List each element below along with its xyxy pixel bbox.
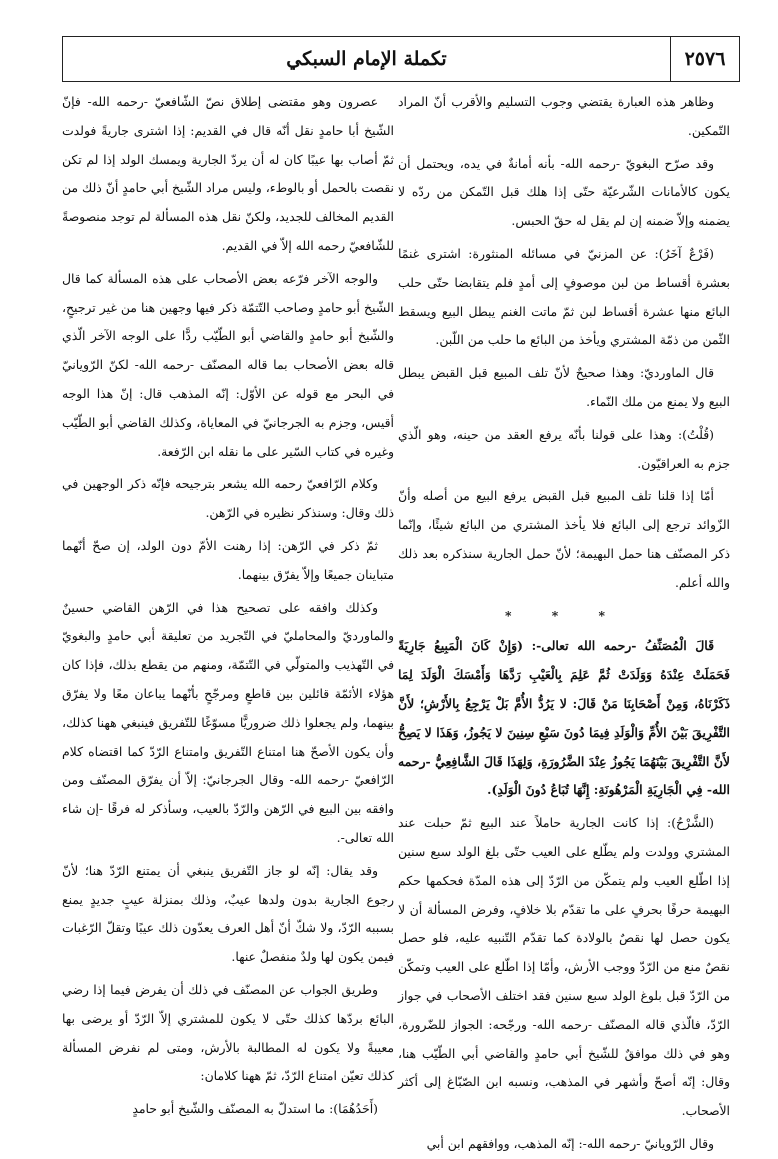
- paragraph: وطريق الجواب عن المصنّف في ذلك أن يفرض فيما إذا رضي البائع بردّها كذلك حتّى لا يكون للمشتري إلاّ الرّدّ أو يرضى بها معيبةً ولا يكون له المطالبة بالأرش، ومتى لم نفرض المسألة كذلك تعيّن امتناع الرّدّ، ثمّ ههنا كلامان:: [62, 981, 394, 1084]
- paragraph: وكذلك وافقه على تصحيح هذا في الرّهن القاضي حسينٌ والماورديّ والمحامليّ في التّجريد من تعليقة أبي حامدٍ والبغويّ في التّهذيب والمتولّي في التّتمّة، ومنهم من يقطع بذلك، فإذا كان هؤلاء الأئمّة قائلين بين قاطعٍ ومرجّحٍ بأنّهما يباعان معًا ولا يفرّق بينهما، ولم يجعلوا ذلك ضروريًّا مسوّغًا للتّفريق فينبغي ههنا كذلك، وأن يكون الأصحّ هنا امتناع التّفريق وامتناع الرّدّ كما اقتضاه كلام الرّافعيّ -رحمه الله- وقال الجرجانيّ: إلاّ أن يفرّق المصنّف ومن وافقه بين البيع في الرّهن والرّدّ بالعيب، وسأذكر له فرقًا -إن شاء الله تعالى-.: [62, 599, 394, 845]
- paragraph: وقال الرّويانيّ -رحمه الله-: إنّه المذهب، ووافقهم ابن أبي: [426, 1135, 714, 1151]
- paragraph: وكلام الرّافعيّ رحمه الله يشعر بترجيحه فإنّه ذكر الوجهين في ذلك وقال: وسنذكر نظيره في الرّهن.: [62, 476, 394, 521]
- paragraph: عصرون وهو مقتضى إطلاق نصّ الشّافعيّ -رحمه الله- فإنّ الشّيخ أبا حامدٍ نقل أنّه قال في القديم: إذا اشترى جاريةً فولدت ثمّ أصاب بها عيبًا كان له أن يردّ الجارية ويمسك الولد إذا لم تكن نقصت بالحمل أو بالوطء، وليس مراد الشّيخ أبي حامدٍ أنّ ذلك من القديم المخالف للجديد، ولكنّ نقل هذه المسألة لم توجد منصوصةً للشّافعيّ رحمه الله إلاّ في القديم.: [62, 94, 394, 253]
- matn-paragraph: قَالَ الْمُصَنِّفُ -رحمه الله تعالى-: (وَإِنْ كَانَ الْمَبِيعُ جَارِيَةً فَحَمَلَتْ عِنْدَهُ وَوَلَدَتْ ثُمَّ عَلِمَ بِالْعَيْبِ رَدَّهَا وَأَمْسَكَ الْوَلَدَ لِمَا ذَكَرْنَاهُ، وَمِنْ أَصْحَابِنَا مَنْ قَالَ: لا يَرُدُّ الأُمَّ بَلْ يَرْجِعُ بِالأَرْشِ؛ لأَنَّ التَّفْرِيقَ بَيْنَ الأُمِّ وَالْوَلَدِ فِيمَا دُونَ سَبْعِ سِنِينَ لا يَجُوزُ، وَهَذَا لا يَصِحُّ لأَنَّ التَّفْرِيقَ بَيْنَهُمَا يَجُوزُ عِنْدَ الضَّرُورَةِ، وَلِهَذَا قَالَ الشَّافِعِيُّ -رحمه الله- فِي الْجَارِيَةِ الْمَرْهُونَةِ: إِنَّهَا تُبَاعُ دُونَ الْوَلَدِ).: [398, 638, 730, 798]
- left-column: [62, 88, 394, 1117]
- paragraph: والوجه الآخر فرّعه بعض الأصحاب على هذه المسألة كما قال الشّيخ أبو حامدٍ وصاحب التّتمّة ذكر فيها وجهين هنا من غير ترجيحٍ، والشّيخ أبو حامدٍ والقاضي أبو الطّيّب ردًّا على الوجه الآخر الّذي قاله بعض الأصحاب بما قاله المصنّف -رحمه الله- لكنّ الرّويانيّ في البحر مع قوله عن الأوّل: إنّه المذهب قال: إنّ هذا الوجه أقيس، وجزم به الجرجانيّ في المعاياة، وكذلك القاضي أبو الطّيّب وغيره في كتاب السّير على ما نقله ابن الرّفعة.: [62, 270, 394, 459]
- paragraph: (الشَّرْحُ): إذا كانت الجارية حاملاً عند البيع ثمّ حبلت عند المشتري وولدت ولم يطّلع على العيب حتّى بلغ الولد سبع سنين إذا اطّلع العيب ولم يتمكّن من الرّدّ إلى هذه المدّة فحكمها حكم البهيمة حرفًا بحرفٍ على ما تقدّم بلا خلافٍ، وفرض المسألة أن لا يكون حصل لها نقصٌ بالولادة كما تقدّم التّنبيه عليه، فلو حصل نقصٌ منع من الرّدّ ووجب الأرش، وأمّا إذا اطّلع على العيب وتمكّن من الرّدّ قبل بلوغ الولد سبع سنين فقد اختلف الأصحاب في جواز الرّدّ، فالّذي قاله المصنّف -رحمه الله- ورجّحه: الجواز للضّرورة، وهو في ذلك موافقٌ للشّيخ أبي حامدٍ والقاضي أبي الطّيّب هنا، وقال: إنّه أصحّ وأشهر في المذهب، ونسبه ابن الصّبّاغ إلى أكثر الأصحاب.: [398, 815, 730, 1119]
- paragraph: أمّا إذا قلنا تلف المبيع قبل القبض يرفع البيع من أصله وأنّ الزّوائد ترجع إلى البائع فلا يأخذ المشتري من البائع شيئًا، وإنّما ذكر المصنّف هنا حمل البهيمة؛ لأنّ حمل الجارية سنذكره بعد ذلك والله أعلم.: [398, 488, 730, 590]
- paragraph: ثمّ ذكر في الرّهن: إذا رهنت الأمّ دون الولد، إن صحّ أنّهما متباينان جميعًا وإلاّ يفرّق بينهما.: [62, 537, 394, 582]
- book-title: تكملة الإمام السبكي: [286, 48, 447, 70]
- paragraph: (فَرْعٌ آخَرُ): عن المزنيّ في مسائله المنثورة: اشترى غنمًا بعشرة أقساط من لبن موصوفٍ إلى أمدٍ فلم يتقابضا حتّى حلب البائع منها عشرة أقساط لبن ثمّ ماتت الغنم يبطل البيع ويسقط الثّمن من ذمّة المشتري ويأخذ من البائع ما حلب من اللّبن.: [398, 245, 730, 348]
- paragraph: (أَحَدُهُمَا): ما استدلّ به المصنّف والشّيخ أبو حامدٍ: [132, 1101, 378, 1117]
- page-number: ٢٥٧٦: [670, 37, 739, 81]
- paragraph: وقد صرّح البغويّ -رحمه الله- بأنه أمانةٌ في يده، ويحتمل أن يكون كالأمانات الشّرعيّة حتّى إذا هلك قبل التّمكن من ردّه لا يضمنه وإلاّ ضمنه إن لم يقل له حقّ الحبس.: [398, 155, 730, 229]
- right-column: [398, 88, 730, 1151]
- section-separator: * * *: [504, 607, 624, 623]
- page-header: [62, 36, 740, 82]
- paragraph: وظاهر هذه العبارة يقتضي وجوب التسليم والأقرب أنّ المراد التّمكين.: [398, 94, 730, 138]
- paragraph: وقد يقال: إنّه لو جاز التّفريق ينبغي أن يمتنع الرّدّ هنا؛ لأنّ رجوع الجارية بدون ولدها عيبٌ، وذلك بمنزلة عيبٍ جديدٍ يمنع بسببه الرّدّ، ولا شكّ أنّ أهل العرف يعدّون ذلك عيبًا وتقلّ الرّغبات فيمن يكون لها ولدٌ منفصلٌ عنها.: [62, 862, 394, 965]
- paragraph: قال الماورديّ: وهذا صحيحٌ لأنّ تلف المبيع قبل القبض يبطل البيع ولا يمنع من ملك النّماء.: [398, 365, 730, 409]
- paragraph: (قُلْتُ): وهذا على قولنا بأنّه يرفع العقد من حينه، وهو الّذي جزم به العراقيّون.: [398, 426, 730, 471]
